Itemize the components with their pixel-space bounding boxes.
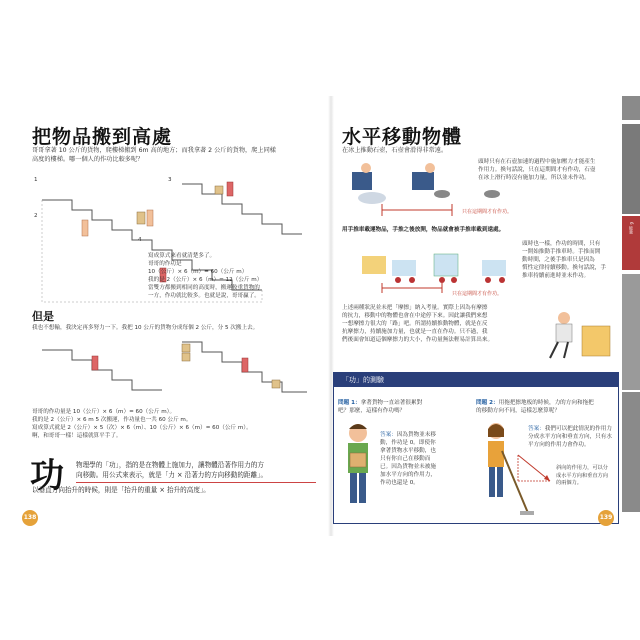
left-intro-text: 哥哥拿著 10 公斤的貨物，爬樓梯搬到 6m 高的地方；而我拿著 2 公斤的貨物，爬上同樣 高度的樓梯。哪一個人的作功比較多呢？ [32,147,276,163]
a1-label: 答案： [380,432,397,438]
side-tab-1[interactable] [622,96,640,120]
cart-illustration [342,236,522,296]
page-number-right: 139 [598,510,614,526]
quiz-title: 「功」的測驗 [334,373,618,387]
force-caption: 斜向的作用力，可以分 成水平方向和垂直方向 的兩個力。 [556,465,608,486]
a2-text: 我們可以把此情況的作用力 分成水平方向和垂直方向，只有水 平方向的作用力會作功。 [528,426,612,448]
side-index-tabs [622,96,640,536]
right-page-title: 水平移動物體 [342,126,463,148]
cart-arrow-label: 只在這期間才有作功。 [452,291,503,297]
big-character-gong: 功 [30,456,64,496]
friction-text: 上述兩種狀況並未把「摩擦」納入考量。實際上因為有摩擦 的抗力，移動中的物體也會在中途停下來。因此讓我們來想 一想摩擦力很大的「路」吧。所謂持續推動物體，就是在反 抗摩擦力，持續施加力量，也就是一直在作功。只不過，我 們後面會知道這個摩擦力的大小，作功量無法輕易計算出來。 [342,305,494,343]
figure-label-3: 3 [168,177,172,183]
calc-block-text: 寫成算式來看就清楚多了。 哥哥的作功是 10（公斤）× 6（m）= 60（公斤 m） 我的是 2（公斤）× 6（m）= 12（公斤 m） 當雙方都搬到相同的高度時，搬運較重貨物的 一方，作功就比較多。也就是說，哥哥贏了。 [148,253,263,299]
subhead-but: 但是 [32,310,54,323]
left-page-title: 把物品搬到高處 [32,126,173,148]
figure-label-1: 1 [34,177,38,183]
figure-label-4: 4 [138,237,142,243]
q1-text: 拿著貨物一直站著很累對 吧？那麼，這樣有作功嗎？ [338,400,423,414]
curling-caption: 頭時只有在石壺加速的過程中施加壓力才能產生 作用力。換句話說，只在這期間才有作功，石壺 在冰上滑行時沒有施加力量，所以並未作功。 [478,159,596,181]
definition-footer: 以垂直方向抬升的時候，則是「抬升的重量 × 抬升的高度」。 [32,486,210,494]
a2-label: 答案： [528,426,545,432]
quiz-answer-1 [380,423,472,487]
a1-text: 因為貨物並未移 動，作功是 0。即使你 拿著貨物水平移動，也 只有你自己在移動而 已。因為貨物並未被施 加水平方向的作用力， 作功也還是 0。 [380,432,436,486]
side-tab-2[interactable] [622,124,640,214]
quiz-box [333,372,619,524]
stairs-illustration-bottom [32,336,312,406]
right-intro-text: 在冰上推動石壺，石壺會滑得非常遠。 [342,147,448,154]
definition-divider [76,482,316,483]
curling-arrow-label: 只在這期間才有作功。 [462,209,513,215]
q2-label: 問題 2： [476,400,499,406]
q1-label: 問題 1： [338,400,361,406]
quiz-answer-2 [528,417,616,449]
side-tab-5[interactable] [622,392,640,512]
but-text: 我也不想輸，我決定再多努力一下。我把 10 公斤的貨物分成每個 2 公斤，分 5 次搬上去。 [32,325,259,331]
page-number-left: 138 [22,510,38,526]
side-tab-4[interactable] [622,274,640,390]
q2-text: 用拖把擦地板的時候，力的方向和拖把 的移動方向不同，這樣怎麼算呢？ [476,400,594,414]
cart-intro-text: 用手推車載運物品，手推之後放開，物品就會被手推車載到遠處。 [342,227,505,233]
side-tab-label: 6 能量 [629,222,634,234]
side-tab-current[interactable] [622,216,640,270]
boy-holding-box-illustration [338,417,378,517]
result-text: 哥哥的作功量是 10（公斤）× 6（m）= 60（公斤 m）。 我的是 2（公斤）× 6 m 5 次搬運，作功量也一共 60 公斤 m。 寫成算式就是 2（公斤）× 5（次）× 6（m）、10（公斤）× 6（m）= 60（公斤 m）。 啊，和哥哥一樣！這樣就算平手了。 [32,409,252,439]
pushing-box-illustration [546,306,616,362]
definition-text: 物理學的「功」，指的是在物體上施加力，讓物體沿著作用力的方 向移動。用公式來表示，就是「力 × 沿著力的方向移動的距離」。 [76,461,268,479]
quiz-question-1 [338,391,473,415]
figure-label-2: 2 [34,213,38,219]
quiz-question-2 [476,391,614,415]
force-vector-diagram [516,453,556,487]
cart-caption: 頭時也一樣，作功的時間，只有 一開始推動手推車時。手推而開 動時間，之後手推車只是因為 慣性定律持續移動。換句話說，手 推車持續前進時並未作功。 [522,241,606,279]
